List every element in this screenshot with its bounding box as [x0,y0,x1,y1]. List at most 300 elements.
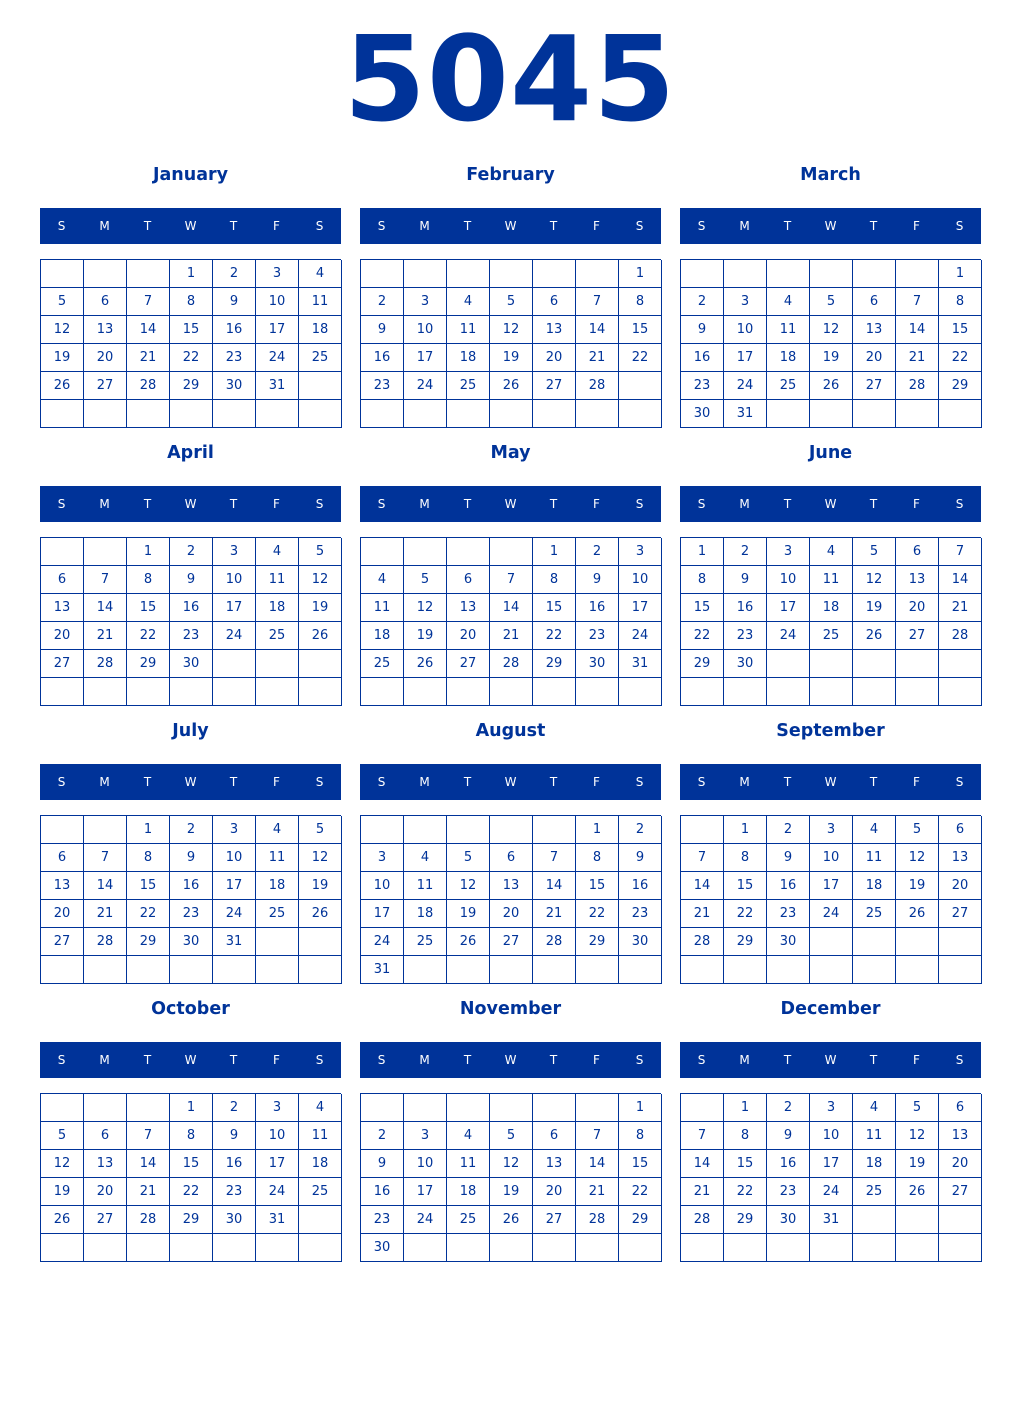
day-cell: 9 [170,566,213,594]
day-cell: 18 [256,594,299,622]
empty-day-cell [939,400,982,428]
day-cell: 27 [896,622,939,650]
day-cell: 16 [724,594,767,622]
empty-day-cell [84,400,127,428]
day-cell: 12 [447,872,490,900]
day-cell: 28 [939,622,982,650]
day-cell: 28 [896,372,939,400]
day-cell: 19 [41,344,84,372]
day-cell: 13 [939,844,982,872]
empty-day-cell [213,956,256,984]
day-cell: 2 [576,538,619,566]
weekday-header [360,764,661,800]
day-cell: 24 [404,1206,447,1234]
day-cell: 28 [84,928,127,956]
empty-day-cell [767,650,810,678]
weekday-label: T [783,1053,792,1067]
day-cell: 17 [619,594,662,622]
day-cell: 13 [41,872,84,900]
day-cell: 12 [41,316,84,344]
day-cell: 29 [724,1206,767,1234]
empty-day-cell [127,1094,170,1122]
day-cell: 18 [767,344,810,372]
day-cell: 24 [404,372,447,400]
weekday-label: S [315,219,324,233]
weekday-header [40,208,341,244]
day-cell: 4 [810,538,853,566]
weekday-label: M [739,775,750,789]
weekday-label: T [229,497,238,511]
day-cell: 5 [810,288,853,316]
day-cell: 14 [84,594,127,622]
day-cell: 25 [404,928,447,956]
weekday-label: W [504,775,517,789]
day-cell: 9 [213,1122,256,1150]
day-cell: 17 [767,594,810,622]
day-cell: 28 [490,650,533,678]
empty-day-cell [170,400,213,428]
day-cell: 3 [810,1094,853,1122]
day-cell: 16 [213,316,256,344]
day-cell: 31 [810,1206,853,1234]
weekday-label: T [463,775,472,789]
day-cell: 25 [361,650,404,678]
empty-day-cell [533,400,576,428]
empty-day-cell [361,260,404,288]
days-grid [360,1093,661,1262]
day-cell: 17 [404,344,447,372]
empty-day-cell [619,956,662,984]
weekday-label: T [783,497,792,511]
day-cell: 11 [256,844,299,872]
day-cell: 30 [170,650,213,678]
day-cell: 10 [404,1150,447,1178]
day-cell: 14 [896,316,939,344]
empty-day-cell [533,816,576,844]
day-cell: 11 [853,1122,896,1150]
empty-day-cell [84,816,127,844]
day-cell: 19 [810,344,853,372]
empty-day-cell [939,1206,982,1234]
empty-day-cell [447,678,490,706]
day-cell: 3 [619,538,662,566]
day-cell: 18 [853,1150,896,1178]
empty-day-cell [447,400,490,428]
empty-day-cell [361,678,404,706]
weekday-label: W [824,497,837,511]
empty-day-cell [896,400,939,428]
empty-day-cell [256,678,299,706]
day-cell: 16 [619,872,662,900]
day-cell: 1 [127,538,170,566]
day-cell: 19 [896,872,939,900]
day-cell: 26 [41,1206,84,1234]
day-cell: 19 [299,594,342,622]
empty-day-cell [853,956,896,984]
day-cell: 5 [299,816,342,844]
day-cell: 7 [490,566,533,594]
day-cell: 22 [619,1178,662,1206]
day-cell: 22 [127,900,170,928]
day-cell: 12 [810,316,853,344]
day-cell: 23 [361,1206,404,1234]
day-cell: 25 [810,622,853,650]
day-cell: 17 [810,872,853,900]
day-cell: 27 [447,650,490,678]
day-cell: 19 [299,872,342,900]
weekday-label: M [99,1053,110,1067]
empty-day-cell [896,1206,939,1234]
empty-day-cell [853,1206,896,1234]
weekday-header [360,486,661,522]
day-cell: 4 [256,538,299,566]
weekday-label: T [463,497,472,511]
day-cell: 29 [170,372,213,400]
day-cell: 15 [576,872,619,900]
empty-day-cell [853,928,896,956]
day-cell: 22 [724,900,767,928]
day-cell: 10 [404,316,447,344]
day-cell: 14 [681,872,724,900]
day-cell: 8 [576,844,619,872]
day-cell: 26 [853,622,896,650]
day-cell: 7 [576,288,619,316]
day-cell: 17 [724,344,767,372]
empty-day-cell [404,816,447,844]
day-cell: 16 [170,594,213,622]
day-cell: 5 [299,538,342,566]
day-cell: 18 [853,872,896,900]
weekday-label: S [635,1053,644,1067]
weekday-label: T [783,775,792,789]
day-cell: 8 [724,1122,767,1150]
weekday-label: S [377,497,386,511]
day-cell: 13 [41,594,84,622]
day-cell: 1 [576,816,619,844]
empty-day-cell [896,928,939,956]
weekday-label: T [229,219,238,233]
day-cell: 13 [447,594,490,622]
day-cell: 26 [41,372,84,400]
day-cell: 29 [127,650,170,678]
day-cell: 3 [404,1122,447,1150]
weekday-label: T [143,775,152,789]
day-cell: 18 [447,1178,490,1206]
day-cell: 14 [84,872,127,900]
day-cell: 21 [939,594,982,622]
days-grid [680,259,981,428]
day-cell: 2 [170,816,213,844]
day-cell: 9 [767,1122,810,1150]
empty-day-cell [84,956,127,984]
weekday-label: S [955,497,964,511]
day-cell: 7 [896,288,939,316]
day-cell: 21 [533,900,576,928]
day-cell: 7 [127,1122,170,1150]
weekday-label: S [57,497,66,511]
weekday-label: F [913,775,920,789]
day-cell: 23 [213,1178,256,1206]
day-cell: 20 [84,344,127,372]
day-cell: 22 [127,622,170,650]
weekday-label: S [57,775,66,789]
day-cell: 8 [533,566,576,594]
weekday-label: M [419,1053,430,1067]
empty-day-cell [853,678,896,706]
weekday-label: T [463,219,472,233]
day-cell: 25 [256,900,299,928]
weekday-label: W [504,1053,517,1067]
weekday-label: S [635,497,644,511]
empty-day-cell [490,538,533,566]
day-cell: 25 [447,372,490,400]
day-cell: 30 [213,1206,256,1234]
empty-day-cell [576,1234,619,1262]
empty-day-cell [853,260,896,288]
day-cell: 2 [213,1094,256,1122]
empty-day-cell [447,1234,490,1262]
day-cell: 21 [127,1178,170,1206]
day-cell: 22 [170,1178,213,1206]
day-cell: 11 [447,1150,490,1178]
day-cell: 30 [681,400,724,428]
day-cell: 23 [681,372,724,400]
year-title: 5045 [343,10,677,148]
day-cell: 24 [213,622,256,650]
weekday-label: T [869,219,878,233]
day-cell: 9 [619,844,662,872]
day-cell: 22 [619,344,662,372]
empty-day-cell [299,928,342,956]
day-cell: 26 [896,1178,939,1206]
day-cell: 20 [447,622,490,650]
day-cell: 13 [533,1150,576,1178]
days-grid [360,815,661,984]
day-cell: 2 [170,538,213,566]
day-cell: 18 [299,316,342,344]
day-cell: 9 [361,316,404,344]
day-cell: 18 [404,900,447,928]
day-cell: 8 [619,288,662,316]
day-cell: 4 [404,844,447,872]
weekday-label: S [955,775,964,789]
day-cell: 23 [170,900,213,928]
empty-day-cell [404,260,447,288]
empty-day-cell [619,372,662,400]
empty-day-cell [447,956,490,984]
day-cell: 17 [256,1150,299,1178]
day-cell: 21 [681,900,724,928]
empty-day-cell [619,400,662,428]
day-cell: 13 [84,1150,127,1178]
day-cell: 15 [170,1150,213,1178]
empty-day-cell [41,400,84,428]
empty-day-cell [576,678,619,706]
weekday-label: W [504,219,517,233]
empty-day-cell [84,538,127,566]
empty-day-cell [404,538,447,566]
day-cell: 3 [361,844,404,872]
day-cell: 6 [533,1122,576,1150]
days-grid [40,1093,341,1262]
day-cell: 1 [127,816,170,844]
empty-day-cell [256,1234,299,1262]
day-cell: 15 [619,1150,662,1178]
day-cell: 28 [681,928,724,956]
day-cell: 15 [170,316,213,344]
day-cell: 18 [810,594,853,622]
empty-day-cell [84,1094,127,1122]
empty-day-cell [299,400,342,428]
day-cell: 2 [681,288,724,316]
day-cell: 27 [84,1206,127,1234]
empty-day-cell [490,816,533,844]
weekday-label: S [697,775,706,789]
day-cell: 29 [681,650,724,678]
day-cell: 5 [490,1122,533,1150]
day-cell: 8 [681,566,724,594]
day-cell: 31 [213,928,256,956]
weekday-label: M [419,219,430,233]
day-cell: 1 [681,538,724,566]
day-cell: 12 [853,566,896,594]
day-cell: 8 [170,1122,213,1150]
empty-day-cell [533,1094,576,1122]
day-cell: 9 [724,566,767,594]
day-cell: 15 [939,316,982,344]
empty-day-cell [767,1234,810,1262]
day-cell: 21 [576,1178,619,1206]
weekday-label: T [869,1053,878,1067]
empty-day-cell [681,678,724,706]
day-cell: 13 [490,872,533,900]
day-cell: 12 [490,1150,533,1178]
day-cell: 28 [681,1206,724,1234]
empty-day-cell [810,928,853,956]
month-name: July [172,721,209,741]
empty-day-cell [767,956,810,984]
day-cell: 7 [84,566,127,594]
day-cell: 18 [299,1150,342,1178]
day-cell: 11 [256,566,299,594]
weekday-label: T [549,1053,558,1067]
days-grid [40,537,341,706]
day-cell: 2 [619,816,662,844]
day-cell: 4 [447,1122,490,1150]
day-cell: 10 [256,1122,299,1150]
day-cell: 28 [533,928,576,956]
day-cell: 12 [896,1122,939,1150]
day-cell: 7 [533,844,576,872]
day-cell: 24 [810,1178,853,1206]
day-cell: 15 [681,594,724,622]
weekday-label: T [463,1053,472,1067]
weekday-label: M [739,1053,750,1067]
day-cell: 8 [619,1122,662,1150]
day-cell: 20 [939,872,982,900]
day-cell: 25 [299,344,342,372]
empty-day-cell [490,260,533,288]
day-cell: 11 [299,288,342,316]
empty-day-cell [256,956,299,984]
day-cell: 25 [299,1178,342,1206]
weekday-label: F [913,1053,920,1067]
month-name: June [808,443,853,463]
day-cell: 25 [767,372,810,400]
empty-day-cell [896,1234,939,1262]
day-cell: 27 [939,1178,982,1206]
day-cell: 18 [361,622,404,650]
day-cell: 20 [533,1178,576,1206]
day-cell: 29 [576,928,619,956]
empty-day-cell [127,678,170,706]
day-cell: 31 [724,400,767,428]
weekday-label: T [143,219,152,233]
day-cell: 16 [361,1178,404,1206]
day-cell: 19 [490,1178,533,1206]
day-cell: 17 [213,872,256,900]
empty-day-cell [681,956,724,984]
day-cell: 7 [576,1122,619,1150]
weekday-label: S [635,219,644,233]
day-cell: 6 [84,288,127,316]
day-cell: 30 [724,650,767,678]
empty-day-cell [447,816,490,844]
day-cell: 17 [256,316,299,344]
empty-day-cell [767,260,810,288]
day-cell: 3 [256,260,299,288]
day-cell: 12 [299,566,342,594]
day-cell: 24 [619,622,662,650]
empty-day-cell [681,1234,724,1262]
empty-day-cell [939,678,982,706]
empty-day-cell [41,1234,84,1262]
day-cell: 29 [939,372,982,400]
day-cell: 10 [724,316,767,344]
empty-day-cell [299,372,342,400]
month-name: February [466,165,555,185]
day-cell: 9 [361,1150,404,1178]
empty-day-cell [490,400,533,428]
day-cell: 27 [939,900,982,928]
empty-day-cell [576,956,619,984]
month-name: March [800,165,861,185]
days-grid [40,259,341,428]
weekday-label: M [99,775,110,789]
day-cell: 23 [767,1178,810,1206]
day-cell: 26 [810,372,853,400]
day-cell: 20 [853,344,896,372]
day-cell: 8 [170,288,213,316]
empty-day-cell [576,260,619,288]
day-cell: 4 [299,1094,342,1122]
day-cell: 16 [767,1150,810,1178]
day-cell: 7 [681,844,724,872]
day-cell: 20 [41,622,84,650]
weekday-label: T [229,775,238,789]
weekday-label: F [273,775,280,789]
day-cell: 27 [533,372,576,400]
day-cell: 12 [299,844,342,872]
day-cell: 23 [619,900,662,928]
empty-day-cell [256,650,299,678]
empty-day-cell [361,816,404,844]
day-cell: 4 [447,288,490,316]
day-cell: 6 [490,844,533,872]
empty-day-cell [853,1234,896,1262]
day-cell: 10 [213,566,256,594]
day-cell: 29 [724,928,767,956]
